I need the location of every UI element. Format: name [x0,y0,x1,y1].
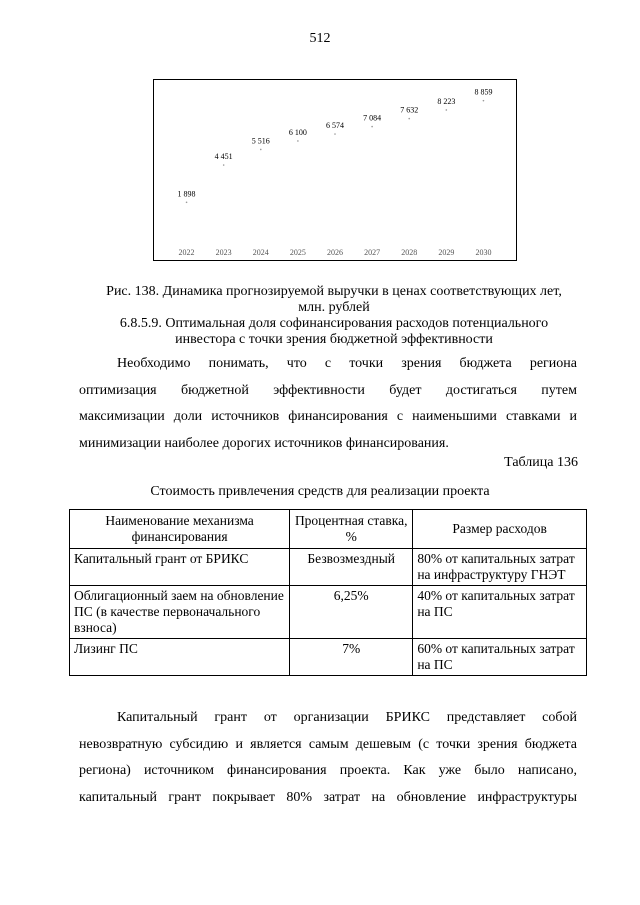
x-tick-label: 2026 [327,248,343,257]
table-row [70,586,587,639]
paragraph-1-line: минимизации наиболее дорогих источников финансирования. [79,435,449,451]
table-cell-mechanism: Капитальный грант от БРИКС [70,549,290,586]
data-point [334,133,336,135]
table-row [70,549,587,586]
data-label: 7 632 [400,105,419,115]
table-cell-amount: 60% от капитальных затрат на ПС [413,639,587,676]
data-point [186,201,188,203]
table-cell-amount: 40% от капитальных затрат на ПС [413,586,587,639]
table-label: Таблица 136 [504,455,578,470]
table-cell-rate: 6,25% [290,586,413,639]
data-label: 4 451 [214,152,233,162]
paragraph-1-line: оптимизация бюджетной эффективности будет достигаться путем [79,382,577,398]
paragraph-2-line: Капитальный грант от организации БРИКС представляет собой [117,710,577,725]
paragraph-2-line: капитальный грант покрывает 80% затрат на обновление инфраструктуры [79,789,577,805]
figure-caption [64,284,604,316]
x-tick-label: 2030 [475,248,492,257]
table-header-mechanism: Наименование механизма финансирования [70,510,290,549]
data-label: 8 223 [437,96,456,106]
page-number: 512 [309,31,331,46]
table-cell-mechanism: Облигационный заем на обновление ПС (в качестве первоначального взноса) [70,586,290,639]
revenue-chart [153,79,517,261]
table-cell-amount: 80% от капитальных затрат на инфраструктуру ГНЭТ [413,549,587,586]
financing-cost-table [69,509,587,676]
paragraph-1-line: максимизации доли источников финансирования с наименьшими ставками и [79,409,577,424]
x-tick-label: 2022 [178,248,195,257]
data-label: 6 574 [326,121,344,131]
paragraph-1-line: Необходимо понимать, что с точки зрения бюджета региона [117,356,577,371]
x-tick-label: 2024 [252,248,269,257]
data-label: 7 084 [363,113,382,123]
table-title: Стоимость привлечения средств для реализации проекта [150,484,490,499]
data-point [408,118,410,120]
x-tick-label: 2023 [215,248,232,257]
table-cell-rate: 7% [290,639,413,676]
data-point [297,140,299,142]
table-header-amount: Размер расходов [413,510,587,549]
x-tick-label: 2025 [289,248,306,257]
table-cell-mechanism: Лизинг ПС [70,639,290,676]
data-point [446,109,448,111]
figure-caption-line2: млн. рублей [298,300,370,315]
section-heading [64,316,604,348]
data-point [483,100,485,102]
data-label: 6 100 [288,127,307,137]
paragraph-1 [79,351,577,457]
x-tick-label: 2029 [438,248,455,257]
data-label: 8 859 [474,87,493,97]
data-label: 5 516 [251,136,270,146]
table-header-rate: Процентная ставка, % [290,510,413,549]
table-cell-rate: Безвозмездный [290,549,413,586]
paragraph-2 [79,705,577,811]
x-tick-label: 2028 [401,248,418,257]
revenue-chart-svg [154,80,516,260]
paragraph-2-line: региона) источником финансирования проекта. Как уже было написано, [79,763,577,778]
table-row [70,639,587,676]
data-label: 1 898 [177,189,196,199]
paragraph-2-line: невозвратную субсидию и является самым дешевым (с точки зрения бюджета [79,736,577,752]
x-tick-label: 2027 [364,248,381,257]
figure-caption-line1: Рис. 138. Динамика прогнозируемой выручки в ценах соответствующих лет, [106,284,562,299]
table-header-row [70,510,587,549]
data-point [371,126,373,128]
section-heading-line2: инвестора с точки зрения бюджетной эффективности [175,332,493,347]
data-point [260,149,262,151]
data-point [223,164,225,166]
section-heading-line1: 6.8.5.9. Оптимальная доля софинансирования расходов потенциального [119,316,549,331]
